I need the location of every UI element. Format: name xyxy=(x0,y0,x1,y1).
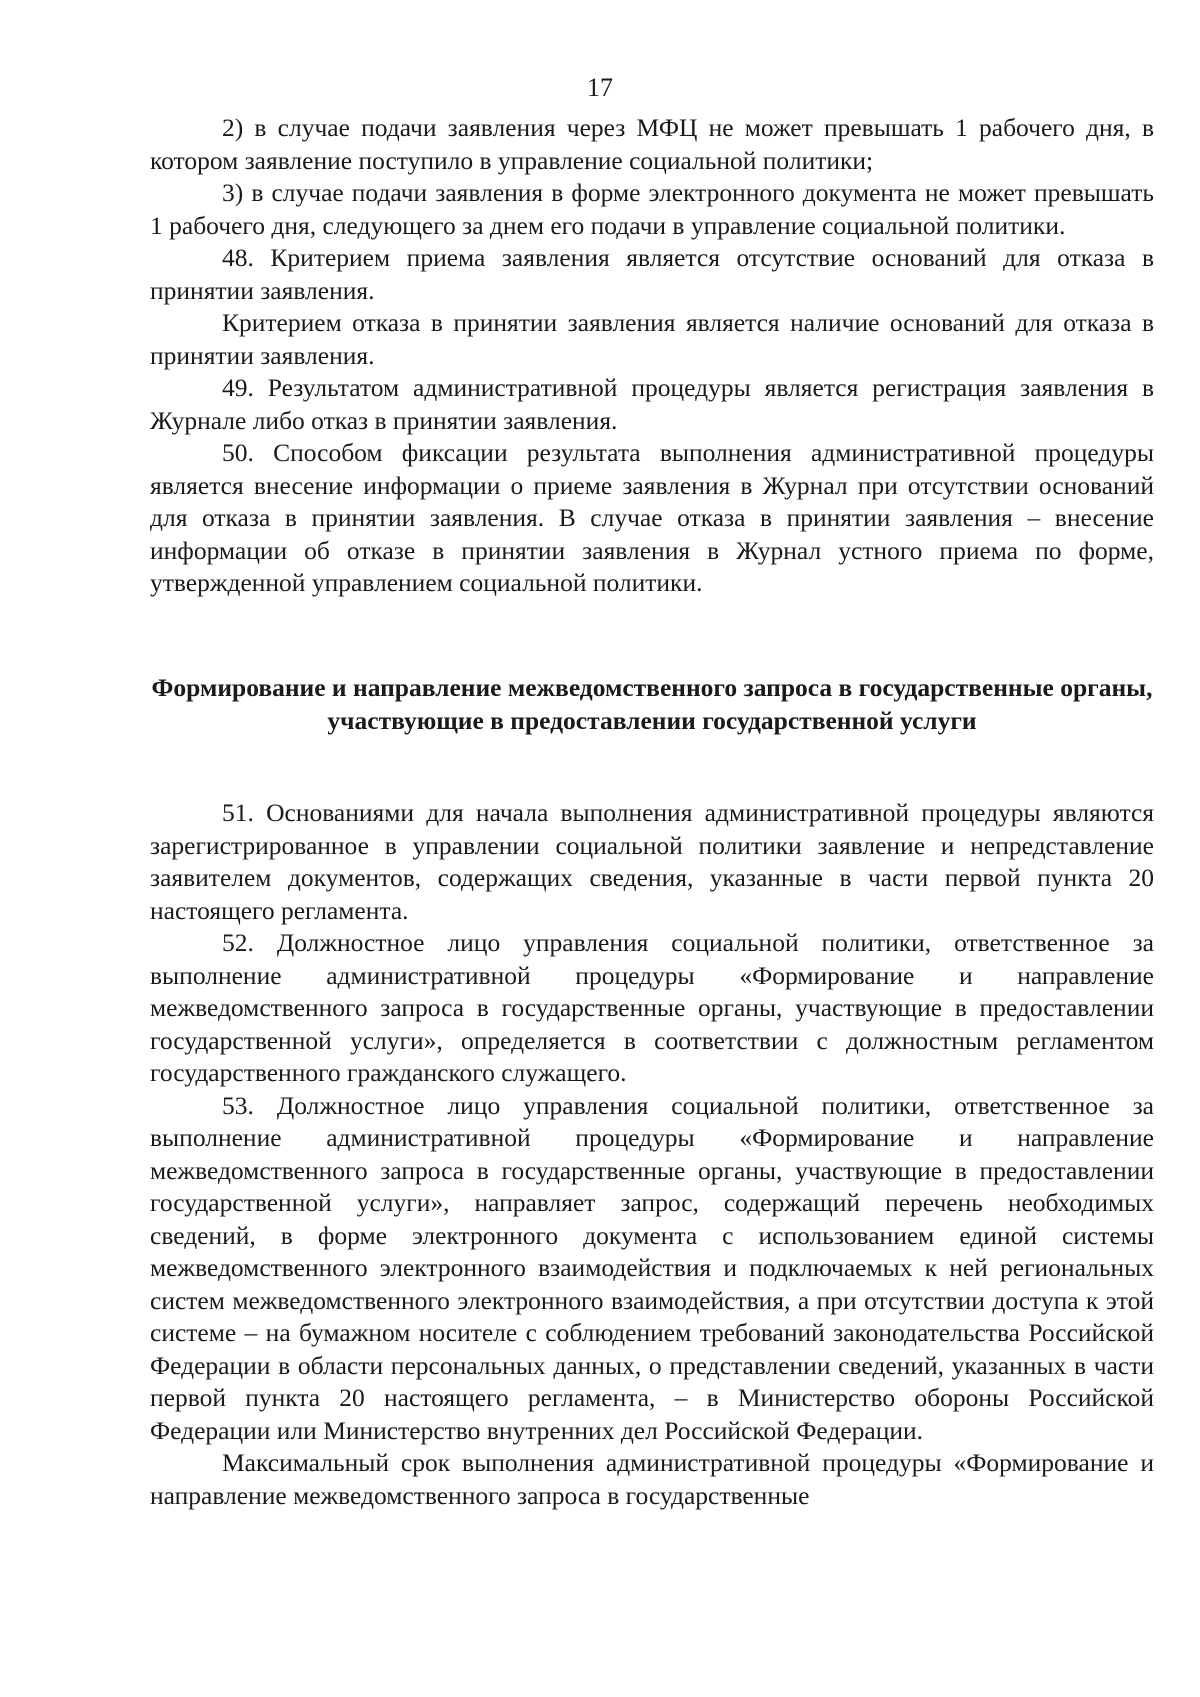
paragraph-max-term: Максимальный срок выполнения административной процедуры «Формирование и направление межведомственного запроса в государственные xyxy=(150,1448,1154,1510)
paragraph-49: 49. Результатом административной процедуры является регистрация заявления в Журнале либо отказ в принятии заявления. xyxy=(150,373,1154,435)
paragraph-48-refusal-criterion: Критерием отказа в принятии заявления является наличие оснований для отказа в принятии заявления. xyxy=(150,308,1154,370)
section-text-procedures xyxy=(150,112,1154,600)
paragraph-item-2: 2) в случае подачи заявления через МФЦ не может превышать 1 рабочего дня, в котором заявление поступило в управление социальной политики; xyxy=(150,113,1154,175)
paragraph-item-3: 3) в случае подачи заявления в форме электронного документа не может превышать 1 рабочего дня, следующего за днем его подачи в управление социальной политики. xyxy=(150,178,1154,240)
page-number: 17 xyxy=(587,73,613,102)
paragraph-51: 51. Основаниями для начала выполнения административной процедуры являются зарегистрированное в управлении социальной политики заявление и непредставление заявителем документов, содержащих сведения, указанные в части первой пункта 20 настоящего регламента. xyxy=(150,798,1154,925)
paragraph-50: 50. Способом фиксации результата выполнения административной процедуры является внесение информации о приеме заявления в Журнал при отсутствии оснований для отказа в принятии заявления. В случае отказа в принятии заявления – внесение информации об отказе в принятии заявления в Журнал устного приема по форме, утвержденной управлением социальной политики. xyxy=(150,438,1154,597)
paragraph-52: 52. Должностное лицо управления социальной политики, ответственное за выполнение административной процедуры «Формирование и направление межведомственного запроса в государственные органы, участвующие в предоставлении государственной услуги», определяется в соответствии с должностным регламентом государственного гражданского служащего. xyxy=(150,928,1154,1087)
paragraph-48: 48. Критерием приема заявления является отсутствие оснований для отказа в принятии заявления. xyxy=(150,243,1154,305)
section-heading: Формирование и направление межведомственного запроса в государственные органы, участвующие в предоставлении государственной услуги xyxy=(151,673,1153,735)
paragraph-53: 53. Должностное лицо управления социальной политики, ответственное за выполнение административной процедуры «Формирование и направление межведомственного запроса в государственные органы, участвующие в предоставлении государственной услуги», направляет запрос, содержащий перечень необходимых сведений, в форме электронного документа с использованием единой системы межведомственного электронного взаимодействия и подключаемых к ней региональных систем межведомственного электронного взаимодействия, а при отсутствии доступа к этой системе – на бумажном носителе с соблюдением требований законодательства Российской Федерации в области персональных данных, о представлении сведений, указанных в части первой пункта 20 настоящего регламента, – в Министерство обороны Российской Федерации или Министерство внутренних дел Российской Федерации. xyxy=(150,1090,1154,1445)
section-text-interagency-request xyxy=(150,797,1154,1512)
